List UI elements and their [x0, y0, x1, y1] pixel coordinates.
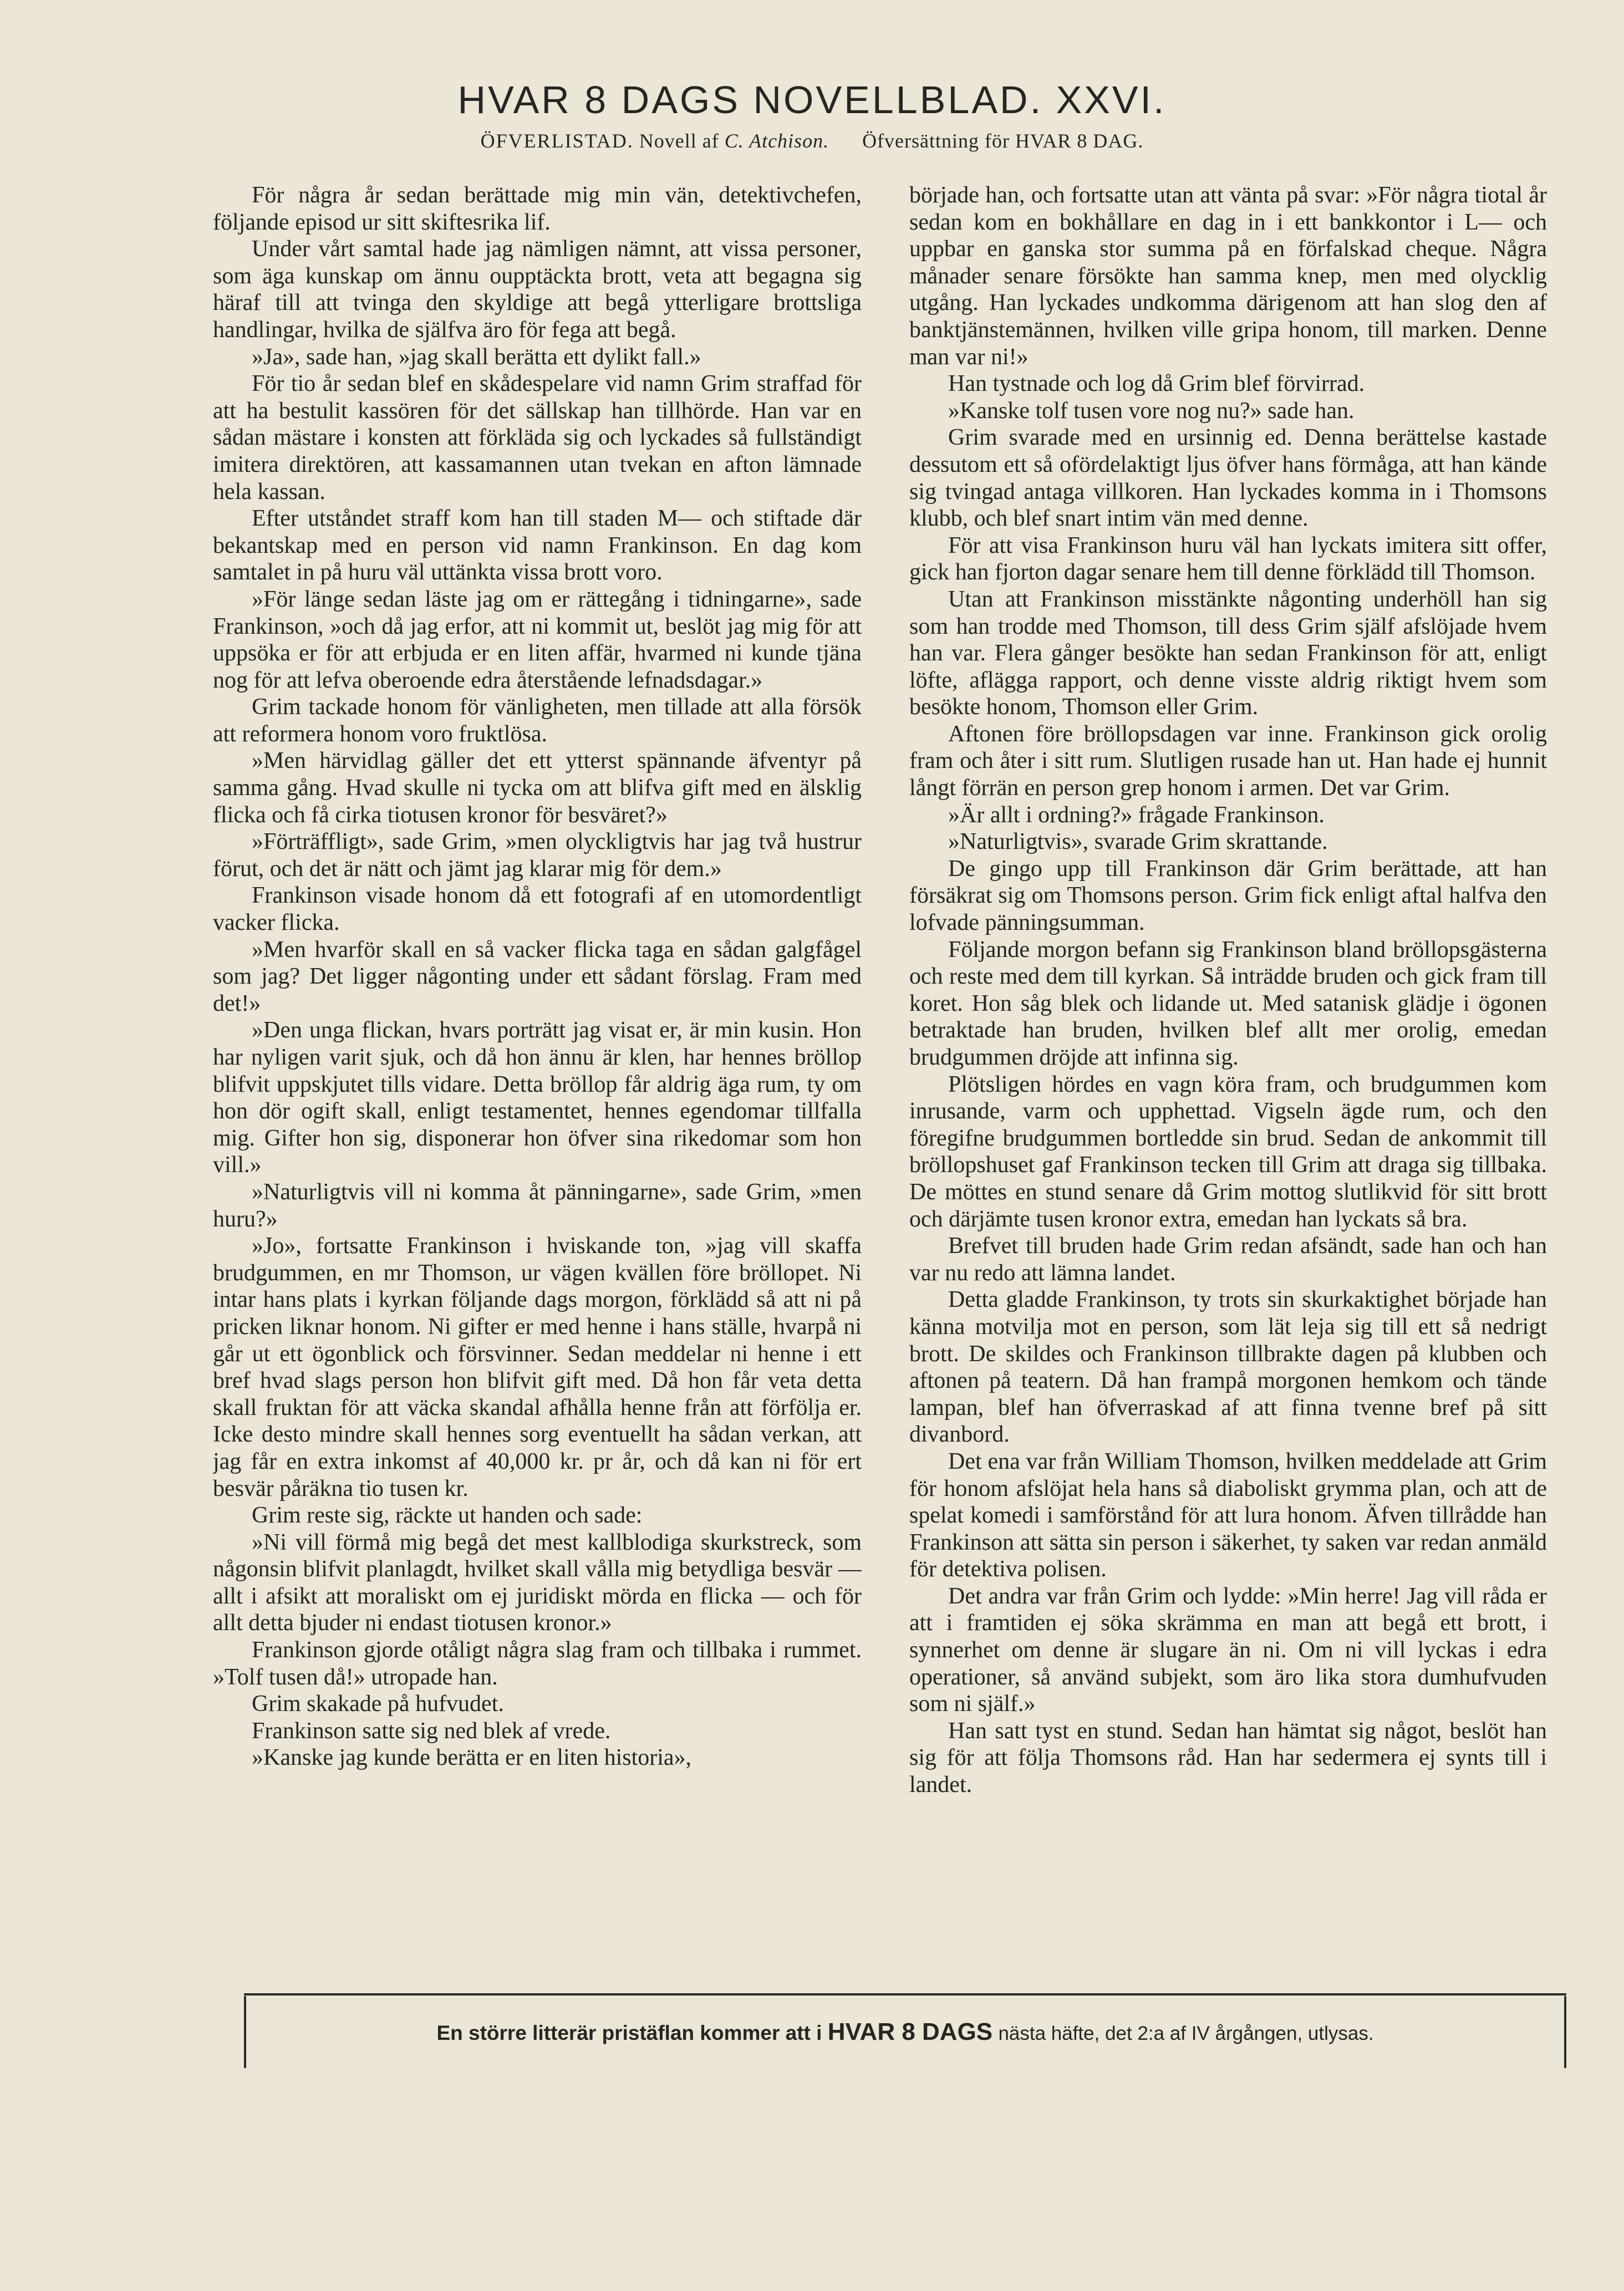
author-name: C. Atchison. — [724, 130, 829, 152]
paragraph: Grim reste sig, räckte ut handen och sade: — [252, 1503, 643, 1529]
paragraph: »Jo», fortsatte Frankinson i hviskande ton, »jag vill skaffa brudgummen, en mr Thomson, ur vägen kvällen före bröllopet. Ni intar hans plats i kyrkan följande dags morgon, förklädd så att ni på pricken liknar honom. Ni gifter er med henne i hans ställe, hvarpå ni går ut ett ögonblick och försvinner. Sedan meddelar ni henne i ett bref hvad slags person hon blifvit gift med. Då hon får veta detta skall fruktan för att väcka skandal afhålla henne från att förfölja er. Icke desto mindre skall hennes sorg eventuellt ha sådan verkan, att jag får en extra inkomst af 40,000 kr. pr år, och då kan ni för ert besvär påräkna tio tusen kr. — [213, 1233, 862, 1501]
paragraph: Han tystnade och log då Grim blef förvirrad. — [948, 371, 1365, 397]
footer-text-after: nästa häfte, det 2:a af IV årgången, utlysas. — [998, 2023, 1374, 2044]
paragraph: Grim svarade med en ursinnig ed. Denna berättelse kastade dessutom ett så ofördelaktigt ljus öfver hans förmåga, att han kände sig tvingad antaga villkoren. Han lyckades komma in i Thomsons klubb, och blef snart intim vän med denne. — [909, 425, 1547, 532]
paragraph: »Den unga flickan, hvars porträtt jag visat er, är min kusin. Hon har nyligen varit sjuk, och då hon ännu är klen, har hennes bröllop blifvit uppskjutet tills vidare. Detta bröllop får aldrig äga rum, ty om hon dör ogift skall, enligt testamentet, hennes egendomar tillfalla mig. Gifter hon sig, disponerar hon öfver sina rikedomar som hon vill.» — [213, 1017, 862, 1178]
story-subtitle — [0, 129, 1624, 153]
footer-text-before: En större litterär pristäflan kommer att i — [436, 2022, 822, 2044]
paragraph: »Men hvarför skall en så vacker flicka taga en sådan galgfågel som jag? Det ligger någonting under ett sådant förslag. Fram med det!» — [213, 936, 862, 1016]
left-column — [213, 182, 862, 1967]
byline-prefix: Novell af — [639, 130, 719, 152]
paragraph: För tio år sedan blef en skådespelare vid namn Grim straffad för att ha bestulit kassören för det sällskap han tillhörde. Han var en sådan mästare i konsten att förkläda sig och lyckades så fullständigt imitera direktören, att kassamannen utan tvekan en afton lämnade hela kassan. — [213, 371, 862, 505]
paragraph: Utan att Frankinson misstänkte någonting underhöll han sig som han trodde med Thomson, till dess Grim själf afslöjade hvem han var. Flera gånger besökte han sedan Frankinson för att, enligt löfte, aflägga rapport, och denne visste aldrig riktigt hvem som besökte honom, Thomson eller Grim. — [909, 586, 1547, 720]
paragraph: Följande morgon befann sig Frankinson bland bröllopsgästerna och reste med dem till kyrkan. Så inträdde bruden och gick fram till koret. Hon såg blek och lidande ut. Med satanisk glädje i ögonen betraktade han bruden, hvilken blef allt mer orolig, emedan brudgummen dröjde att infinna sig. — [909, 936, 1547, 1070]
masthead: HVAR 8 DAGS NOVELLBLAD. XXVI. — [457, 78, 1167, 121]
paragraph: »Kanske tolf tusen vore nog nu?» sade han. — [948, 398, 1355, 424]
paragraph: »Ni vill förmå mig begå det mest kallblodiga skurkstreck, som någonsin blifvit planlagdt, hvilket skall vålla mig betydliga besvär — allt i afsikt att moraliskt om ej juridiskt mörda en flicka — och för allt detta bjuder ni endast tiotusen kronor.» — [213, 1529, 862, 1636]
paragraph: Frankinson gjorde otåligt några slag fram och tillbaka i rummet. »Tolf tusen då!» utropade han. — [213, 1637, 862, 1690]
paragraph: »Ja», sade han, »jag skall berätta ett dylikt fall.» — [252, 344, 701, 370]
footer-announcement — [244, 2018, 1566, 2048]
paragraph: Plötsligen hördes en vagn köra fram, och brudgummen kom inrusande, varm och upphettad. Vigseln ägde rum, och den föregifne brudgummen bortledde sin brud. Sedan de ankommit till bröllopshuset gaf Frankinson tecken till Grim att draga sig tillbaka. De möttes en stund senare då Grim mottog slutlikvid för sitt brott och därjämte tusen kronor extra, emedan han lyckats så bra. — [909, 1071, 1547, 1232]
paragraph: »Naturligtvis vill ni komma åt pänningarne», sade Grim, »men huru?» — [213, 1179, 862, 1232]
paragraph: Brefvet till bruden hade Grim redan afsändt, sade han och han var nu redo att lämna landet. — [909, 1233, 1547, 1286]
paragraph: Aftonen före bröllopsdagen var inne. Frankinson gick orolig fram och åter i sitt rum. Slutligen rusade han ut. Han hade ej hunnit långt förrän en person grep honom i armen. Det var Grim. — [909, 721, 1547, 801]
footer-rule — [244, 1993, 1566, 1995]
paragraph: Frankinson visade honom då ett fotografi af en utomordentligt vacker flicka. — [213, 883, 862, 936]
paragraph: För några år sedan berättade mig min vän, detektivchefen, följande episod ur sitt skiftesrika lif. — [213, 182, 862, 235]
footer-brand: HVAR 8 DAGS — [827, 2018, 993, 2045]
right-column — [909, 182, 1547, 1967]
paragraph: Det ena var från William Thomson, hvilken meddelade att Grim för honom afslöjat hela hans så diaboliskt grymma plan, och att de spelat komedi i samförstånd för att lura honom. Äfven tillrådde han Frankinson att sätta sin person i säkerhet, ty saken var redan anmäld för detektiva polisen. — [909, 1448, 1547, 1582]
paragraph: Frankinson satte sig ned blek af vrede. — [252, 1718, 611, 1744]
paragraph: »För länge sedan läste jag om er rättegång i tidningarne», sade Frankinson, »och då jag erfor, att ni kommit ut, beslöt jag mig för att uppsöka er för att erbjuda er en liten affär, hvarmed ni kunde tjäna nog för att lefva oberoende edra återstående lefnadsdagar.» — [213, 586, 862, 693]
paragraph: började han, och fortsatte utan att vänta på svar: »För några tiotal år sedan kom en bokhållare en dag in i ett bankkontor i L— och uppbar en ganska stor summa på en förfalskad cheque. Några månader senare försökte han samma knep, men med olycklig utgång. Han lyckades undkomma därigenom att han slog den af banktjänstemännen, hvilken ville gripa honom, till marken. Denne man var ni!» — [909, 182, 1547, 370]
paragraph: »Är allt i ordning?» frågade Frankinson. — [948, 802, 1325, 828]
paragraph: Det andra var från Grim och lydde: »Min herre! Jag vill råda er att i framtiden ej söka skrämma en man att begå ett brott, i synnerhet om denne är slugare än ni. Om ni vill lyckas i edra operationer, så använd subjekt, som äro lika stora dumhufvuden som ni själf.» — [909, 1583, 1547, 1717]
paragraph: Han satt tyst en stund. Sedan han hämtat sig något, beslöt han sig för att följa Thomsons råd. Han har sedermera ej synts till i landet. — [909, 1718, 1547, 1798]
paragraph: Grim tackade honom för vänligheten, men tillade att alla försök att reformera honom voro fruktlösa. — [213, 694, 862, 747]
paragraph: »Naturligtvis», svarade Grim skrattande. — [948, 829, 1328, 855]
paragraph: Under vårt samtal hade jag nämligen nämnt, att vissa personer, som äga kunskap om ännu oupptäckta brott, veta att begagna sig häraf till att tvinga den skyldige att begå ytterligare brottsliga handlingar, hvilka de själfva äro för fega att begå. — [213, 236, 862, 343]
paragraph: För att visa Frankinson huru väl han lyckats imitera sitt offer, gick han fjorton dagar senare hem till denne förklädd till Thomson. — [909, 532, 1547, 586]
paragraph: Detta gladde Frankinson, ty trots sin skurkaktighet började han känna motvilja mot en person, som lät leja sig till ett så nedrigt brott. De skildes och Frankinson tillbrakte dagen på klubben och aftonen på teatern. Då han frampå morgonen hemkom och tände lampan, blef han öfverraskad af att finna tvenne bref på sitt divanbord. — [909, 1287, 1547, 1448]
paragraph: »Men härvidlag gäller det ett ytterst spännande äfventyr på samma gång. Hvad skulle ni tycka om att blifva gift med en älsklig flicka och få cirka tiotusen kronor för besväret?» — [213, 748, 862, 828]
paragraph: De gingo upp till Frankinson där Grim berättade, att han försäkrat sig om Thomsons person. Grim fick enligt aftal halfva den lofvade pänningsumman. — [909, 856, 1547, 936]
paragraph: »Kanske jag kunde berätta er en liten historia», — [252, 1745, 692, 1771]
paragraph: »Förträffligt», sade Grim, »men olyckligtvis har jag två hustrur förut, och det är nätt och jämt jag klarar mig för dem.» — [213, 829, 862, 882]
story-title: ÖFVERLISTAD. — [480, 130, 634, 152]
translation-note: Öfversättning för HVAR 8 DAG. — [862, 130, 1144, 152]
paragraph: Efter utståndet straff kom han till staden M— och stiftade där bekantskap med en person vid namn Frankinson. En dag kom samtalet in på huru väl uttänkta vissa brott voro. — [213, 506, 862, 586]
paragraph: Grim skakade på hufvudet. — [252, 1691, 504, 1717]
